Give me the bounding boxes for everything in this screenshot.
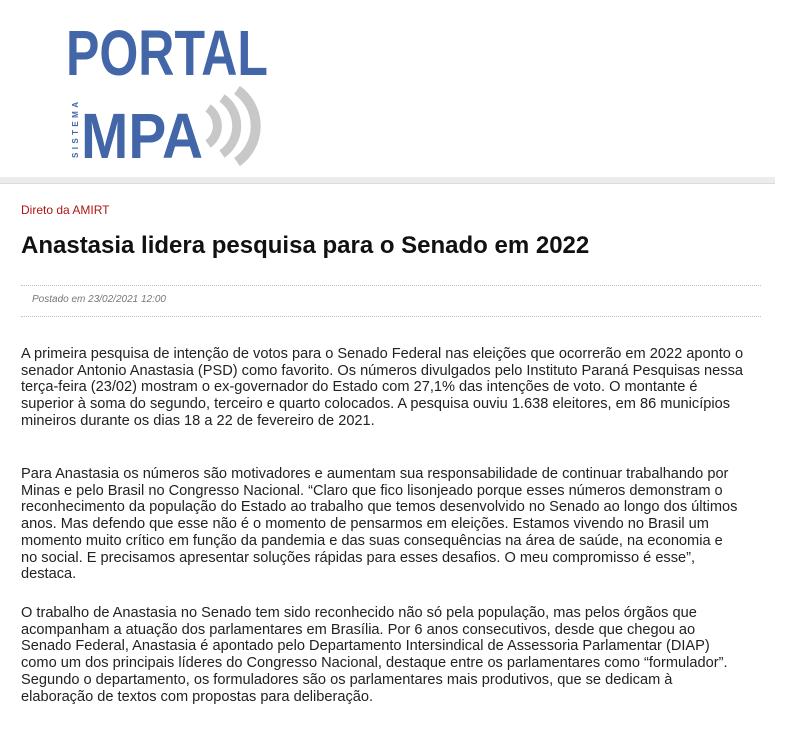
meta-divider-bottom [21, 316, 761, 317]
meta-divider-top [21, 285, 761, 286]
article-paragraph-1: A primeira pesquisa de intenção de votos para o Senado Federal nas eleições que ocorrerão em 2022 aponto o senador Antonio Anastasia (PSD) como favorito. Os números divulgados pelo Instituto Paraná Pesquisas nessa terça-feira (23/02) mostram o ex-governador do Estado com 27,1% das intenções de voto. O montante é superior à soma do segundo, terceiro e quarto colocados. A pesquisa ouviu 1.638 eleitores, em 86 municípios mineiros durante os dias 18 a 22 de fevereiro de 2021. [21, 346, 744, 429]
article-paragraph-2: Para Anastasia os números são motivadores e aumentam sua responsabilidade de continuar trabalhando por Minas e pelo Brasil no Congresso Nacional. “Claro que fico lisonjeado porque esses números demonstram o reconhecimento da população do Estado ao trabalho que temos desenvolvido no Senado ao longo dos últimos anos. Mas defendo que esse não é o momento de pensarmos em eleições. Estamos vivendo no Brasil um momento muito crítico em função da pandemia e das suas consequências na área de saúde, na economia e no social. E precisamos apresentar soluções rápidas para esses desafios. O meu compromisso é esse”, destaca. [21, 466, 738, 583]
site-header [0, 0, 792, 178]
sound-waves-icon [208, 90, 256, 162]
article-title: Anastasia lidera pesquisa para o Senado em 2022 [21, 232, 590, 259]
article-category-link[interactable]: Direto da AMIRT [21, 203, 110, 217]
logo-bottom-text: MPA [81, 100, 203, 172]
page-right-edge [775, 177, 792, 748]
header-divider-bar [0, 177, 775, 184]
portal-mpa-logo[interactable] [66, 17, 276, 172]
logo-top-text: PORTAL [66, 17, 268, 89]
article-paragraph-3: O trabalho de Anastasia no Senado tem sido reconhecido não só pela população, mas pelos órgãos que acompanham a atuação dos parlamentares em Brasília. Por 6 anos consecutivos, desde que chegou ao Senado Federal, Anastasia é apontado pelo Departamento Intersindical de Assessoria Parlamentar (DIAP) como um dos principais líderes do Congresso Nacional, destaque entre os parlamentares como “formulador”. Segundo o departamento, os formuladores são os parlamentares mais produtivos, que se dedicam à elaboração de textos com propostas para deliberação. [21, 605, 728, 705]
posted-date: Postado em 23/02/2021 12:00 [32, 294, 166, 305]
logo-side-text: SISTEMA [71, 102, 80, 158]
